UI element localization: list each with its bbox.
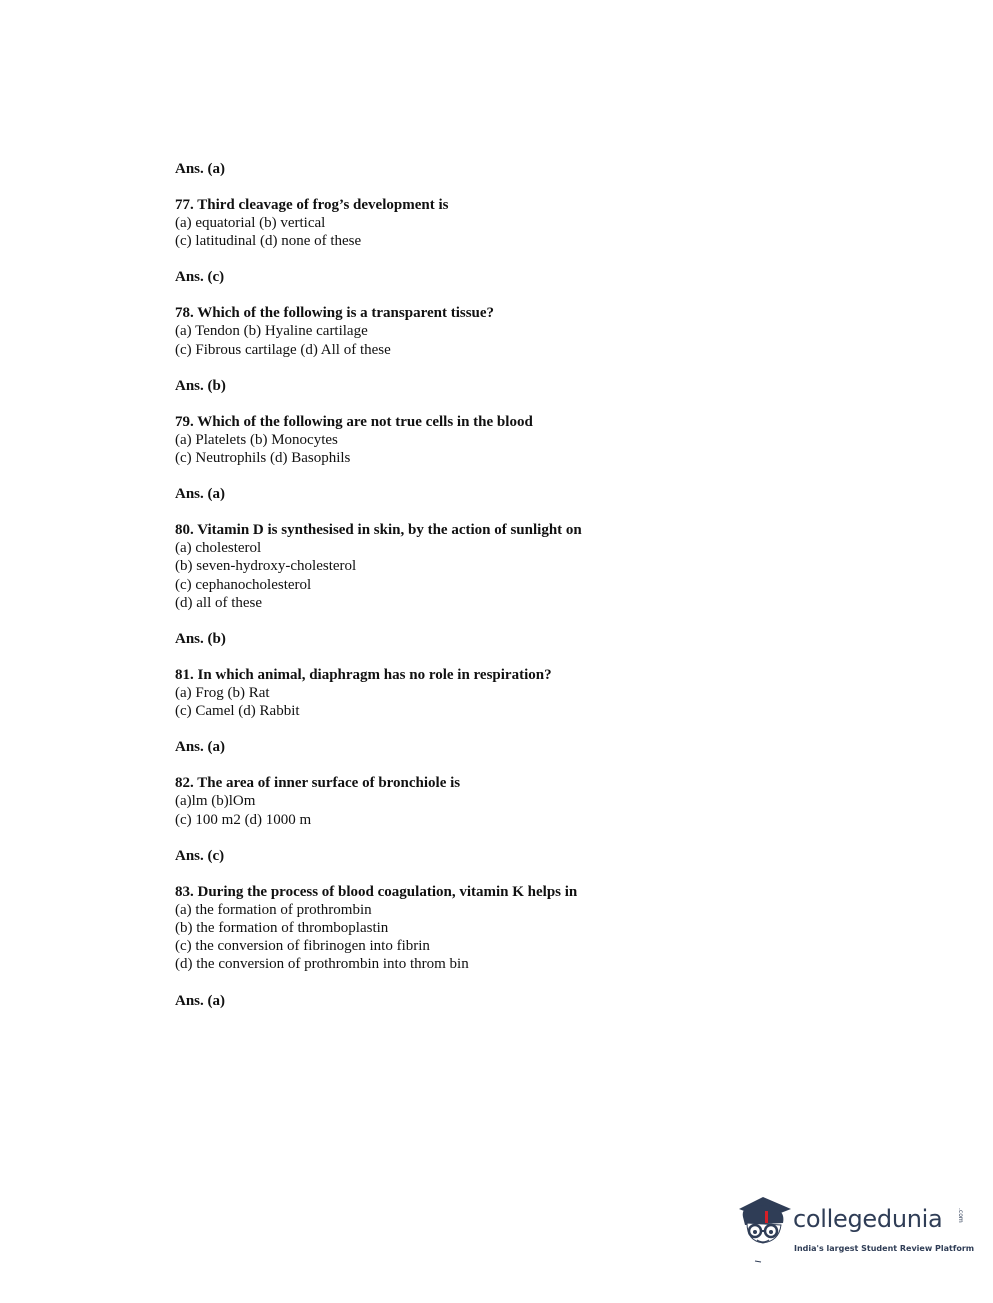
option-line: (c) Fibrous cartilage (d) All of these [175, 341, 391, 358]
option-line: (c) Neutrophils (d) Basophils [175, 450, 351, 467]
question-block [175, 883, 875, 974]
option-line: (a) Tendon (b) Hyaline cartilage [175, 323, 368, 340]
option-line: (c) cephanocholesterol [175, 576, 312, 593]
option-line: (c) Camel (d) Rabbit [175, 703, 300, 720]
logo-domain: .com [957, 1208, 964, 1223]
option-line: (a) Platelets (b) Monocytes [175, 431, 338, 448]
option-line: (a) the formation of prothrombin [175, 901, 372, 918]
option-line: (a)lm (b)lOm [175, 793, 256, 810]
mascot-icon [735, 1195, 795, 1267]
answer-line: Ans. (a) [175, 992, 226, 1009]
question-text: 78. Which of the following is a transparent tissue? [175, 305, 495, 322]
option-line: (b) seven-hydroxy-cholesterol [175, 558, 357, 575]
question-block [175, 521, 875, 612]
document-body [175, 160, 875, 1028]
option-line: (c) the conversion of fibrinogen into fibrin [175, 938, 430, 955]
option-line: (c) 100 m2 (d) 1000 m [175, 811, 312, 828]
question-text: 77. Third cleavage of frog’s development is [175, 197, 449, 213]
option-line: (b) the formation of thromboplastin [175, 920, 389, 937]
question-text: 81. In which animal, diaphragm has no role in respiration? [175, 667, 552, 684]
answer-line: Ans. (c) [175, 847, 225, 864]
option-line: (d) all of these [175, 594, 263, 611]
answer-line: Ans. (a) [175, 739, 226, 756]
option-line: (d) the conversion of prothrombin into throm bin [175, 956, 469, 973]
option-line: (a) equatorial (b) vertical [175, 215, 326, 231]
logo-wordmark: collegedunia [793, 1205, 943, 1233]
question-block [175, 666, 875, 720]
collegedunia-logo [735, 1195, 975, 1270]
answer-line: Ans. (b) [175, 631, 226, 648]
answer-line: Ans. (b) [175, 377, 226, 394]
answer-line: Ans. (a) [175, 486, 226, 503]
question-text: 80. Vitamin D is synthesised in skin, by the action of sunlight on [175, 522, 582, 539]
question-text: 83. During the process of blood coagulation, vitamin K helps in [175, 883, 578, 900]
question-block [175, 196, 875, 250]
question-text: 82. The area of inner surface of bronchiole is [175, 775, 461, 792]
question-text: 79. Which of the following are not true cells in the blood [175, 413, 533, 430]
option-line: (a) cholesterol [175, 540, 262, 557]
option-line: (a) Frog (b) Rat [175, 685, 270, 702]
question-block [175, 774, 875, 828]
question-block [175, 304, 875, 358]
answer-line: Ans. (c) [175, 269, 225, 286]
question-block [175, 413, 875, 467]
option-line: (c) latitudinal (d) none of these [175, 233, 362, 250]
logo-tagline: India's largest Student Review Platform [794, 1244, 975, 1253]
answer-line: Ans. (a) [175, 161, 226, 177]
